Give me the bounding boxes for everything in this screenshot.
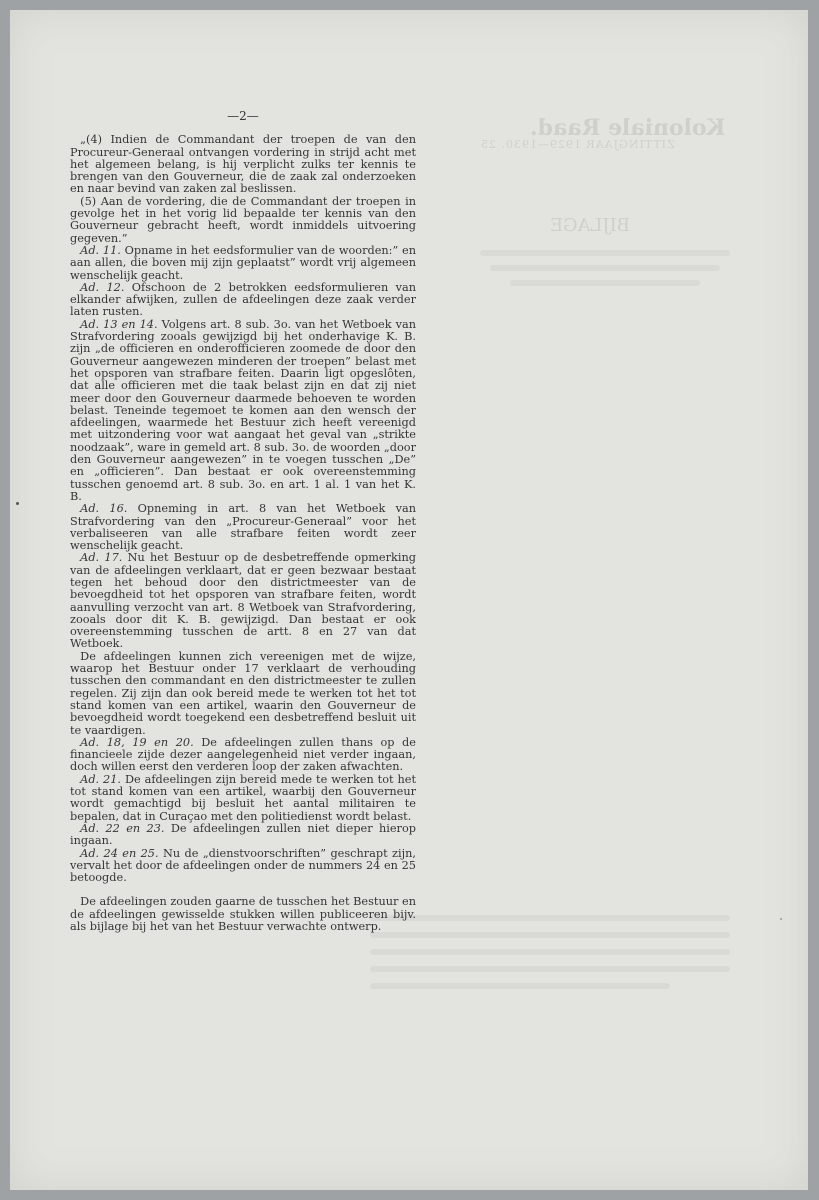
- paragraph: Ad. 24 en 25. Nu de „dienstvoorschriften” geschrapt zijn, vervalt het door de afdeelingen onder de nummers 24 en 25 betoogde.: [70, 846, 416, 885]
- scan-speck: [780, 918, 782, 920]
- closing-paragraph: De afdeelingen zouden gaarne de tusschen het Bestuur en de afdeelingen gewisselde stukken willen publiceeren bijv. als bijlage bij het van het Bestuur verwachte ontwerp.: [70, 895, 416, 933]
- bleed-through-title: Koloniale Raad.: [530, 115, 726, 141]
- paragraph: Ad. 18, 19 en 20. De afdeelingen zullen thans op de financieele zijde dezer aangelegenheid niet verder ingaan, doch willen eerst den verderen loop der zaken afwachten.: [70, 735, 416, 774]
- paragraph: Ad. 11. Opname in het eedsformulier van de woorden:” en aan allen, die boven mij zijn geplaatst” wordt vrij algemeen wenschelijk geacht.: [70, 243, 416, 282]
- paragraph: „(4) Indien de Commandant der troepen de van den Procureur-Generaal ontvangen vordering in strijd acht met het algemeen belang, is hij verplicht zulks ter kennis te brengen van den Gouverneur, die de zaak zal onderzoeken en naar bevind van zaken zal beslissen.: [70, 133, 416, 196]
- bleed-through-line: [370, 983, 670, 989]
- paragraph: Ad. 12. Ofschoon de 2 betrokken eedsformulieren van elkander afwijken, zullen de afdeelingen deze zaak verder laten rusten.: [70, 280, 416, 319]
- paragraph: Ad. 22 en 23. De afdeelingen zullen niet dieper hierop ingaan.: [70, 821, 416, 848]
- document-page: [10, 10, 808, 1190]
- bleed-through-line: [490, 265, 720, 271]
- paragraph: (5) Aan de vordering, die de Commandant der troepen in gevolge het in het vorig lid bepaalde ter kennis van den Gouverneur gebracht heeft, wordt inmiddels uitvoering gegeven.”: [70, 194, 416, 245]
- paragraph: Ad. 16. Opneming in art. 8 van het Wetboek van Strafvordering van den „Procureur-Generaal” voor het verbaliseeren van alle strafbare feiten wordt zeer wenschelijk geacht.: [70, 502, 416, 553]
- bleed-through-line: [510, 280, 700, 286]
- bleed-through-line: [480, 250, 730, 256]
- paragraph: Ad. 13 en 14. Volgens art. 8 sub. 3o. van het Wetboek van Strafvordering zooals gewijzigd bij het onderhavige K. B. zijn „de officieren en onderofficieren zoomede de door den Gouverneur aangewezen minderen der troepen” belast met het opsporen van strafbare feiten. Daarin ligt opgeslôten, dat alle officieren met die taak belast zijn en dat zij niet meer door den Gouverneur daarmede behoeven te worden belast. Teneinde tegemoet te komen aan den wensch der afdeelingen, waarmede het Bestuur zich heeft vereenigd met uitzondering voor wat aangaat het geval van „strikte noodzaak”, ware in gemeld art. 8 sub. 3o. de woorden „door den Gouverneur aangewezen” in te voegen tusschen „De” en „officieren”. Dan bestaat er ook overeenstemming tusschen genoemd art. 8 sub. 3o. en art. 1 al. 1 van het K. B.: [70, 317, 416, 503]
- bleed-through-line: [370, 966, 730, 972]
- body-text: [70, 110, 416, 933]
- bleed-through-subtitle: ZITTINGJAAR 1929—1930. 25: [480, 138, 675, 151]
- page-number: —2—: [227, 109, 259, 123]
- bleed-through-line: [370, 932, 730, 938]
- bleed-through-heading: BIJLAGE: [550, 215, 631, 236]
- paragraph: De afdeelingen kunnen zich vereenigen met de wijze, waarop het Bestuur onder 17 verklaart de verhouding tusschen den commandant en den districtmeester te zullen regelen. Zij zijn dan ook bereid mede te werken tot het tot stand komen van een artikel, waarin den Gouverneur de bevoegdheid wordt toegekend een desbetreffend besluit uit te vaardigen.: [70, 649, 416, 737]
- bleed-through-line: [370, 949, 730, 955]
- bleed-through-line: [370, 915, 730, 921]
- paragraph: Ad. 21. De afdeelingen zijn bereid mede te werken tot het tot stand komen van een artikel, waarbij den Gouverneur wordt gemachtigd bij besluit het aantal militairen te bepalen, dat in Curaçao met den politiedienst wordt belast.: [70, 772, 416, 823]
- paragraph: Ad. 17. Nu het Bestuur op de desbetreffende opmerking van de afdeelingen verklaart, dat er geen bezwaar bestaat tegen het behoud door den districtmeester van de bevoegdheid tot het opsporen van strafbare feiten, wordt aanvulling verzocht van art. 8 Wetboek van Strafvordering, zooals door dit K. B. gewijzigd. Dan bestaat er ook overeenstemming tusschen de artt. 8 en 27 van dat Wetboek.: [70, 551, 416, 651]
- scan-speck: [16, 502, 19, 505]
